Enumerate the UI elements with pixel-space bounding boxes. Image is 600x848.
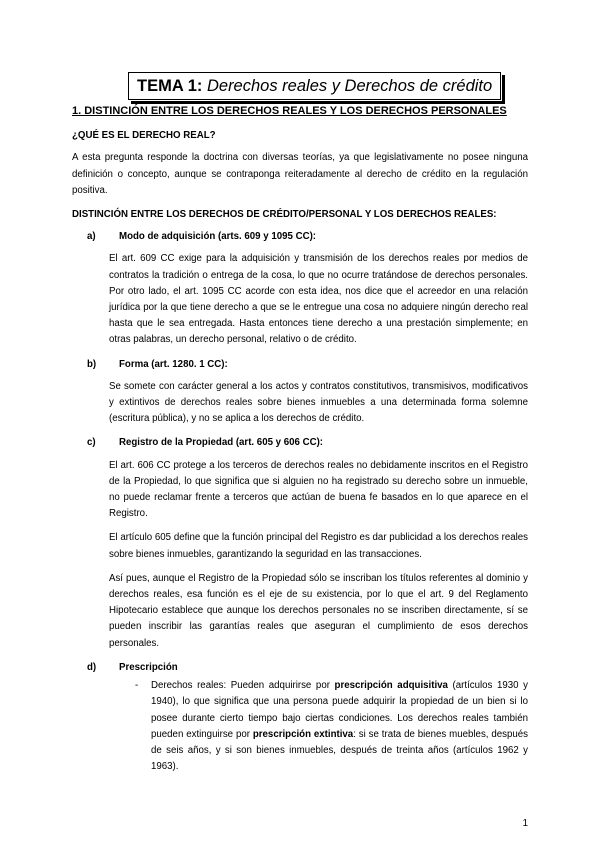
item-b-paragraph: Se somete con carácter general a los actos y contratos constitutivos, transmisivos, modificativos y extintivos de derechos reales sobre bienes inmuebles a una determinada forma solemne (escritura pública), y no se aplica a los derechos de crédito. [109, 380, 528, 425]
item-c [72, 435, 528, 651]
section-heading: 1. DISTINCIÓN ENTRE LOS DERECHOS REALES Y LOS DERECHOS PERSONALES [72, 105, 507, 117]
bullet-text-part-1: Derechos reales: Pueden adquirirse por [151, 680, 335, 692]
document-body [72, 103, 528, 775]
item-d [72, 660, 528, 775]
distinction-heading: DISTINCIÓN ENTRE LOS DERECHOS DE CRÉDITO/PERSONAL Y LOS DERECHOS REALES: [72, 209, 497, 221]
item-d-bullet [72, 678, 528, 775]
item-c-letter: c) [87, 437, 96, 449]
item-a-paragraph: El art. 609 CC exige para la adquisición y transmisión de los derechos reales por medios de contratos la tradición o entrega de la cosa, lo que no ocurre tratándose de derechos personales. Por otro lado, el art. 1095 CC acorde con esta idea, nos dice que el acreedor en una relación jurídica por la que tiene derecho a que se le entregue una cosa no adquiere ningún derecho real hasta que le sea entregada. Hasta entonces tiene derecho a una prestación simplemente; en otras palabras, un derecho personal, relativo o de crédito. [109, 253, 528, 346]
item-c-paragraph-2: El artículo 605 define que la función principal del Registro es dar publicidad a los derechos reales sobre bienes inmuebles, garantizando la seguridad en las transacciones. [109, 532, 528, 560]
item-c-title: Registro de la Propiedad (art. 605 y 606 CC): [119, 437, 324, 449]
item-c-heading [72, 435, 528, 451]
page-number: 1 [522, 818, 528, 829]
item-d-title: Prescripción [119, 661, 178, 673]
item-c-body [72, 458, 528, 652]
title-topic-name: Derechos reales y Derechos de crédito [202, 77, 493, 95]
item-b-body [72, 379, 528, 428]
bullet-text-part-3: : si se trata de bienes muebles, después de seis años, y si son bienes inmuebles, después de treinta años (artículos 1962 y 1963). [151, 728, 528, 773]
item-c-paragraph-1: El art. 606 CC protege a los terceros de derechos reales no debidamente inscritos en el Registro de la Propiedad, lo que significa que si alguien no ha registrado su derecho sobre un inmueble, no puede reclamar frente a terceros que actúan de buena fe basados en lo que aparece en el Registro. [109, 459, 528, 520]
item-a-body [72, 251, 528, 348]
bullet-bold-term-2: prescripción extintiva [252, 728, 354, 740]
question-heading: ¿QUÉ ES EL DERECHO REAL? [72, 130, 216, 142]
item-c-paragraph-3: Así pues, aunque el Registro de la Propiedad sólo se inscriban los títulos referentes al dominio y derechos reales, esa función es el eje de su existencia, por lo que el art. 9 del Reglamento Hipotecario establece que aunque los derechos personales no se inscriben directamente, sí se pueden inscribir las garantías reales que aseguran el cumplimiento de esos derechos personales. [109, 572, 528, 649]
item-d-bullet-text [151, 678, 528, 775]
item-b-heading [72, 357, 528, 373]
item-b-letter: b) [87, 358, 97, 370]
question-paragraph: A esta pregunta responde la doctrina con diversas teorías, ya que legislativamente no posee ninguna definición o concepto, aunque se contraponga reiteradamente al derecho de crédito en la regulación positiva. [72, 152, 528, 196]
title-box [128, 72, 501, 100]
bullet-text-part-2: (artículos 1930 y 1940), lo que significa que una persona puede adquirir la propiedad de un bien si lo posee durante cierto tiempo bajo ciertas condiciones. Los derechos reales también pueden extinguirse por [151, 680, 528, 740]
item-a-heading [72, 229, 528, 245]
item-d-letter: d) [87, 661, 97, 673]
title-topic-number: TEMA 1: [137, 77, 203, 95]
bullet-dash: - [135, 680, 139, 692]
page-title [128, 72, 501, 100]
item-a-title: Modo de adquisición (arts. 609 y 1095 CC): [119, 231, 317, 243]
item-b-title: Forma (art. 1280. 1 CC): [119, 358, 228, 370]
item-d-heading [72, 660, 528, 676]
item-a [72, 229, 528, 348]
item-b [72, 357, 528, 428]
item-a-letter: a) [87, 231, 96, 243]
bullet-bold-term-1: prescripción adquisitiva [334, 680, 448, 692]
